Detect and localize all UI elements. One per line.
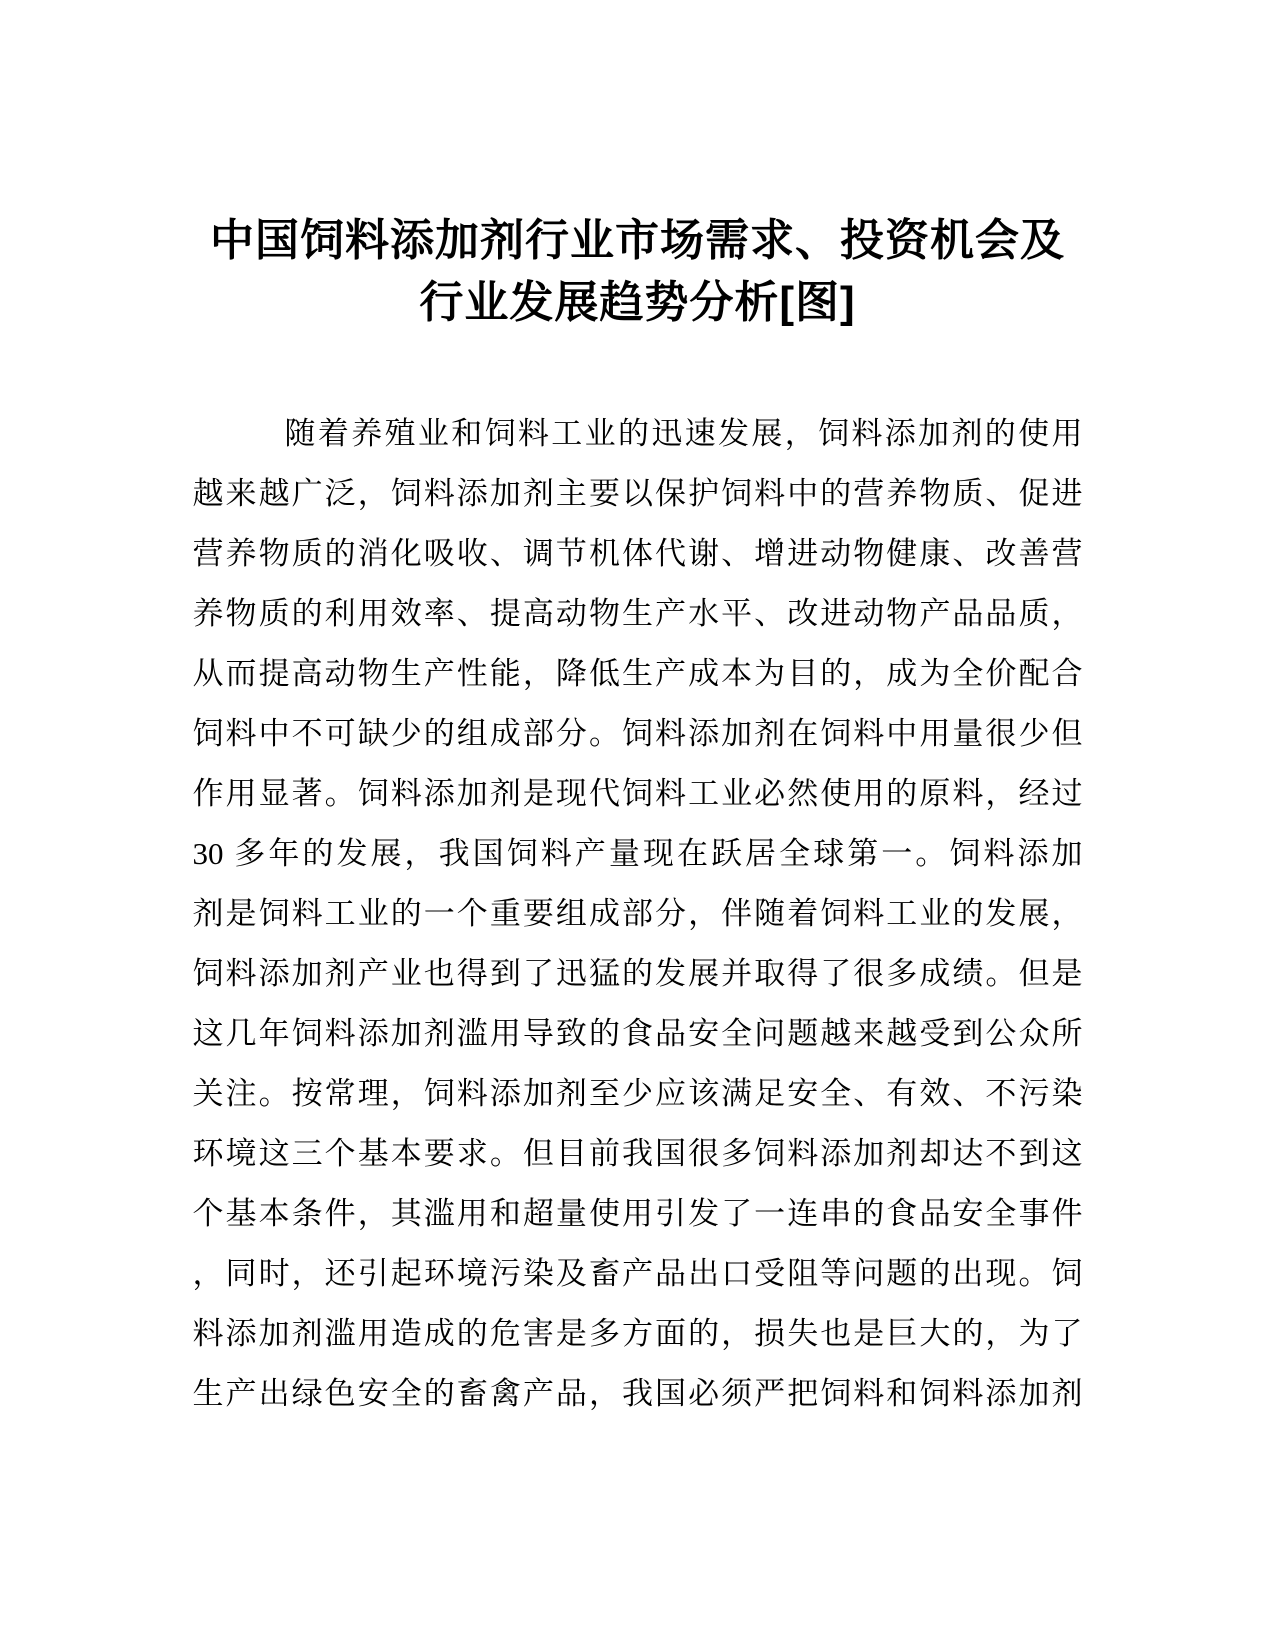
body-text-line: 作用显著。饲料添加剂是现代饲料工业必然使用的原料，经过 — [192, 776, 1083, 811]
body-text-line: 饲料添加剂产业也得到了迅猛的发展并取得了很多成绩。但是 — [192, 956, 1083, 991]
body-text-line: 剂是饲料工业的一个重要组成部分，伴随着饲料工业的发展， — [192, 896, 1083, 931]
page-title — [193, 0, 1083, 334]
body-text-line: 30 多年的发展，我国饲料产量现在跃居全球第一。饲料添加 — [192, 836, 1083, 871]
body-text-line: 个基本条件，其滥用和超量使用引发了一连串的食品安全事件 — [192, 1196, 1083, 1231]
body-text-line: 关注。按常理，饲料添加剂至少应该满足安全、有效、不污染 — [192, 1076, 1083, 1111]
body-text-line: 饲料中不可缺少的组成部分。饲料添加剂在饲料中用量很少但 — [192, 716, 1083, 751]
body-text-line: 越来越广泛，饲料添加剂主要以保护饲料中的营养物质、促进 — [192, 476, 1083, 511]
body-text-line: ，同时，还引起环境污染及畜产品出口受阻等问题的出现。饲 — [192, 1256, 1083, 1291]
body-text-line: 这几年饲料添加剂滥用导致的食品安全问题越来越受到公众所 — [192, 1016, 1083, 1051]
page-title-line-1: 中国饲料添加剂行业市场需求、投资机会及 — [210, 216, 1065, 265]
body-text-line: 生产出绿色安全的畜禽产品，我国必须严把饲料和饲料添加剂 — [192, 1376, 1083, 1411]
body-text-line: 营养物质的消化吸收、调节机体代谢、增进动物健康、改善营 — [192, 536, 1083, 571]
page-title-line-2: 行业发展趋势分析[图] — [419, 278, 856, 327]
body-text-line: 养物质的利用效率、提高动物生产水平、改进动物产品品质， — [192, 596, 1083, 631]
body-paragraph — [193, 404, 1083, 1424]
document-content — [193, 0, 1083, 1424]
body-text-line: 从而提高动物生产性能，降低生产成本为目的，成为全价配合 — [192, 656, 1083, 691]
body-text-line: 料添加剂滥用造成的危害是多方面的，损失也是巨大的，为了 — [192, 1316, 1083, 1351]
body-text-line: 随着养殖业和饲料工业的迅速发展，饲料添加剂的使用 — [284, 416, 1083, 451]
body-text-line: 环境这三个基本要求。但目前我国很多饲料添加剂却达不到这 — [192, 1136, 1083, 1171]
